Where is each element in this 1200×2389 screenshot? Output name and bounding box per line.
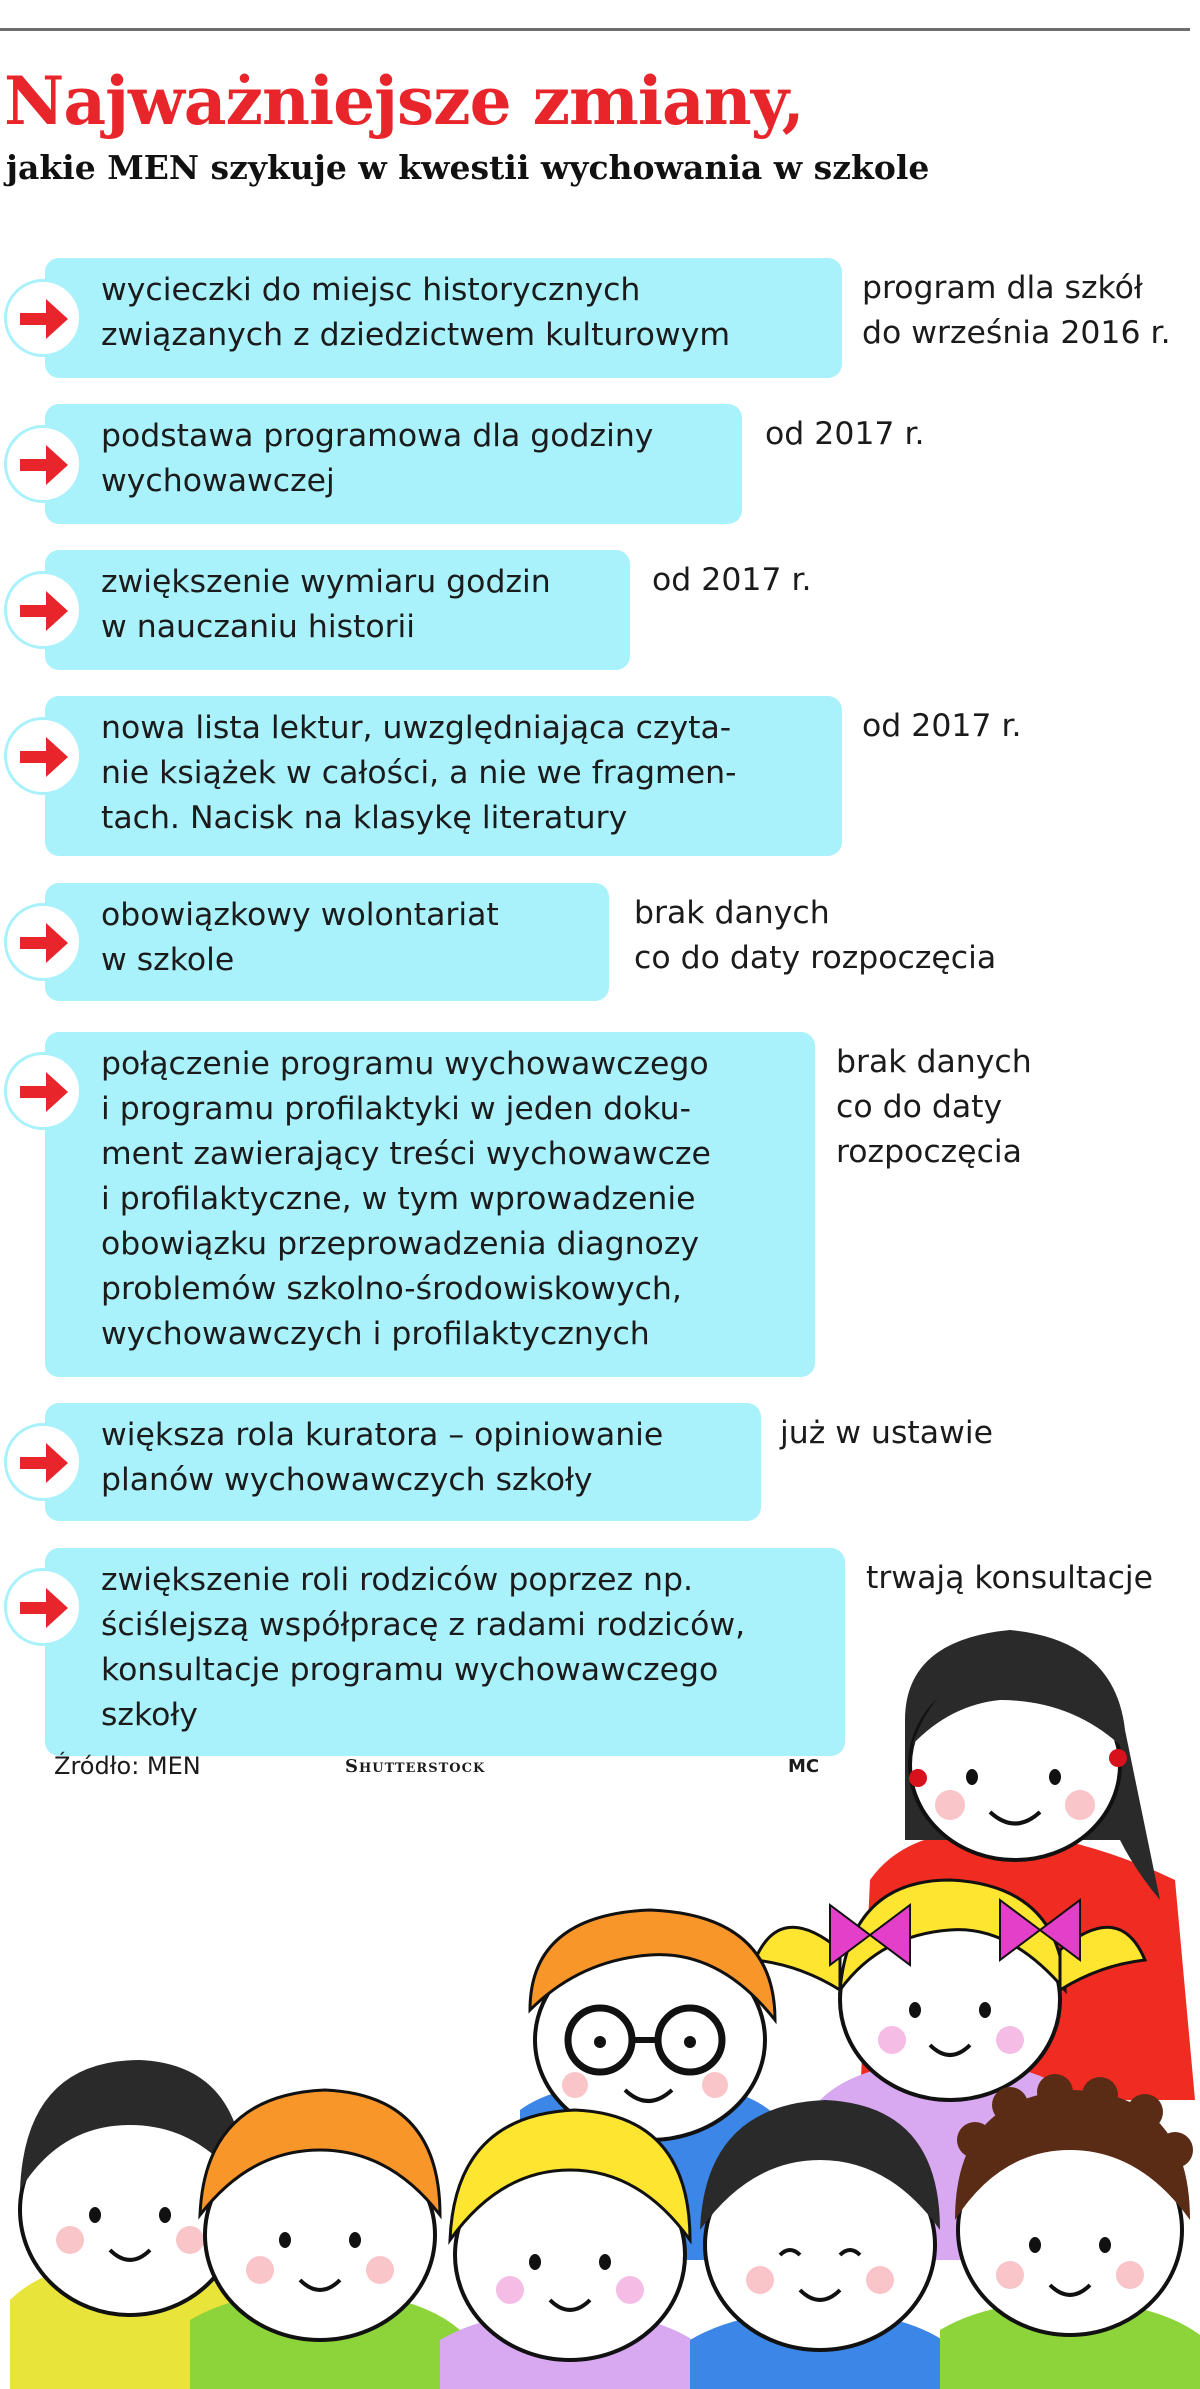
item-box xyxy=(45,696,842,856)
item-text-line: w szkole xyxy=(101,942,235,978)
item-date-line: do września 2016 r. xyxy=(862,315,1171,351)
child-dark-hair xyxy=(690,2100,950,2389)
item-date-line: rozpoczęcia xyxy=(836,1134,1022,1170)
item-date-line: od 2017 r. xyxy=(652,562,812,598)
item-text-line: podstawa programowa dla godziny xyxy=(101,418,654,454)
item-text-line: połączenie programu wychowawczego xyxy=(101,1046,709,1082)
item-date xyxy=(634,891,996,981)
item-text-line: zwiększenie roli rodziców poprzez np. xyxy=(101,1562,693,1598)
item-date xyxy=(862,266,1171,356)
item-text-line: ściślejszą współpracę z radami rodziców, xyxy=(101,1607,746,1643)
item-box xyxy=(45,883,609,1001)
item-text-line: i programu profilaktyki w jeden doku- xyxy=(101,1091,691,1127)
right-arrow-icon xyxy=(16,731,72,783)
item-box xyxy=(45,404,742,524)
item-date xyxy=(780,1411,993,1456)
item-date xyxy=(652,558,812,603)
item-text-line: wychowawczej xyxy=(101,463,335,499)
item-date-line: co do daty xyxy=(836,1089,1003,1125)
item-date xyxy=(862,704,1022,749)
item-date xyxy=(836,1040,1032,1175)
item-date-line: od 2017 r. xyxy=(862,708,1022,744)
arrow-badge xyxy=(4,903,82,981)
page-subtitle: jakie MEN szykuje w kwestii wychowania w szkole xyxy=(6,148,930,187)
item-text-line: szkoły xyxy=(101,1697,198,1733)
item-date-line: brak danych xyxy=(836,1044,1032,1080)
right-arrow-icon xyxy=(16,439,72,491)
item-date-line: już w ustawie xyxy=(780,1415,993,1451)
item-date-line: brak danych xyxy=(634,895,830,931)
item-date-line: program dla szkół xyxy=(862,270,1143,306)
item-text-line: związanych z dziedzictwem kulturowym xyxy=(101,317,731,353)
item-box xyxy=(45,1403,761,1521)
item-text-line: tach. Nacisk na klasykę literatury xyxy=(101,800,628,836)
source-label: Źródło: MEN xyxy=(54,1752,201,1780)
item-date-line: od 2017 r. xyxy=(765,416,925,452)
arrow-badge xyxy=(4,1052,82,1130)
right-arrow-icon xyxy=(16,917,72,969)
item-date-line: trwają konsultacje xyxy=(866,1560,1154,1596)
item-text-line: ment zawierający treści wychowawcze xyxy=(101,1136,711,1172)
item-text-line: wycieczki do miejsc historycznych xyxy=(101,272,641,308)
item-text-line: nie książek w całości, a nie we fragmen- xyxy=(101,755,737,791)
item-date-line: co do daty rozpoczęcia xyxy=(634,940,997,976)
top-rule xyxy=(0,28,1190,31)
arrow-badge xyxy=(4,571,82,649)
page-title: Najważniejsze zmiany, xyxy=(4,62,804,140)
right-arrow-icon xyxy=(16,585,72,637)
arrow-badge xyxy=(4,1423,82,1501)
item-text-line: zwiększenie wymiaru godzin xyxy=(101,564,551,600)
item-text-line: obowiązku przeprowadzenia diagnozy xyxy=(101,1226,699,1262)
item-box xyxy=(45,258,842,378)
item-text-line: obowiązkowy wolontariat xyxy=(101,897,499,933)
item-date xyxy=(866,1556,1153,1601)
boy-ginger-hair xyxy=(190,2090,460,2389)
right-arrow-icon xyxy=(16,1066,72,1118)
item-text-line: planów wychowawczych szkoły xyxy=(101,1462,593,1498)
children-illustration xyxy=(0,1600,1200,2389)
item-text-line: i profilaktyczne, w tym wprowadzenie xyxy=(101,1181,696,1217)
right-arrow-icon xyxy=(16,1437,72,1489)
item-date xyxy=(765,412,925,457)
item-text-line: większa rola kuratora – opiniowanie xyxy=(101,1417,664,1453)
item-text-line: wychowawczych i profilaktycznych xyxy=(101,1316,650,1352)
arrow-badge xyxy=(4,279,82,357)
item-box xyxy=(45,1032,815,1377)
right-arrow-icon xyxy=(16,293,72,345)
item-text-line: w nauczaniu historii xyxy=(101,609,416,645)
author-initials: MC xyxy=(788,1756,820,1777)
arrow-badge xyxy=(4,717,82,795)
photo-credit: Shutterstock xyxy=(345,1756,486,1777)
girl-blonde-center xyxy=(440,2110,700,2389)
item-text-line: problemów szkolno-środowiskowych, xyxy=(101,1271,682,1307)
item-box xyxy=(45,550,630,670)
item-text-line: nowa lista lektur, uwzględniająca czyta- xyxy=(101,710,732,746)
arrow-badge xyxy=(4,425,82,503)
item-text-line: konsultacje programu wychowawczego xyxy=(101,1652,719,1688)
